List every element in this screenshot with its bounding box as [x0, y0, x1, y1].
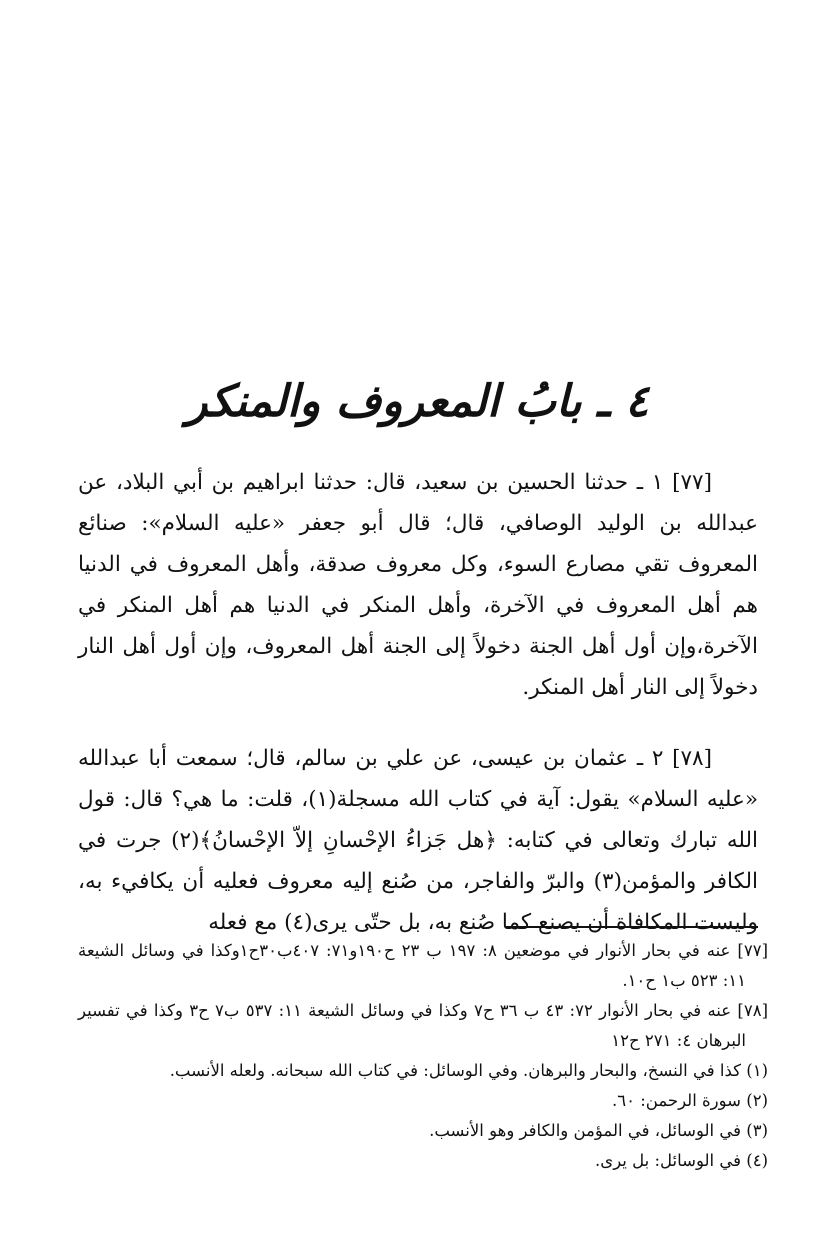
- footnote-2: (٢) سورة الرحمن: ٦٠.: [611, 1091, 768, 1110]
- footnote-4: (٤) في الوسائل: بل يرى.: [595, 1151, 768, 1170]
- hadith-77-block: [78, 462, 758, 708]
- footnote-3: (٣) في الوسائل، في المؤمن والكافر وهو الأنسب.: [429, 1121, 768, 1140]
- footnote-separator: [506, 926, 758, 928]
- footnote-1: (١) كذا في النسخ، والبحار والبرهان. وفي الوسائل: في كتاب الله سبحانه. ولعله الأنسب.: [169, 1061, 768, 1080]
- hadith-paragraph: [٧٧] ١ ـ حدثنا الحسين بن سعيد، قال: حدثنا ابراهيم بن أبي البلاد، عن عبدالله بن الوليد الوصافي، قال؛ قال أبو جعفر «عليه السلام»: صنائع المعروف تقي مصارع السوء، وكل معروف صدقة، وأهل المعروف في الدنيا هم أهل المعروف في الآخرة، وأهل المنكر في الدنيا هم أهل المنكر في الآخرة،وإن أول أهل الجنة دخولاً إلى الجنة أهل المعروف، وإن أول أهل النار دخولاً إلى النار أهل المنكر.: [78, 470, 758, 700]
- footnotes: [78, 936, 768, 1176]
- footnote-source-77: [٧٧] عنه في بحار الأنوار في موضعين ٨: ١٩٧ ب ٢٣ ح١٩٠و٧١: ٤٠٧ب٣٠ح١وكذا في وسائل الشيعة ١١: ٥٢٣ ب١ ح١٠.: [78, 941, 768, 990]
- footnote-source-78: [٧٨] عنه في بحار الأنوار ٧٢: ٤٣ ب ٣٦ ح٧ وكذا في وسائل الشيعة ١١: ٥٣٧ ب٧ ح٣ وكذا في تفسير البرهان ٤: ٢٧١ ح١٢: [78, 1001, 768, 1050]
- hadith-78-block: [78, 738, 758, 943]
- hadith-paragraph: [٧٨] ٢ ـ عثمان بن عيسى، عن علي بن سالم، قال؛ سمعت أبا عبدالله «عليه السلام» يقول: آية في كتاب الله مسجلة(١)، قلت: ما هي؟ قال: قول الله تبارك وتعالى في كتابه: ﴿هل جَزاءُ الإحْسانِ إلاّ الإحْسانُ﴾(٢) جرت في الكافر والمؤمن(٣) والبرّ والفاجر، من صُنع إليه معروف فعليه أن يكافيء به، وليست المكافاة أن يصنع كما صُنع به، بل حتّى يرى(٤) مع فعله: [78, 746, 759, 935]
- chapter-title: ٤ ـ بابُ المعروف والمنكر: [186, 376, 649, 427]
